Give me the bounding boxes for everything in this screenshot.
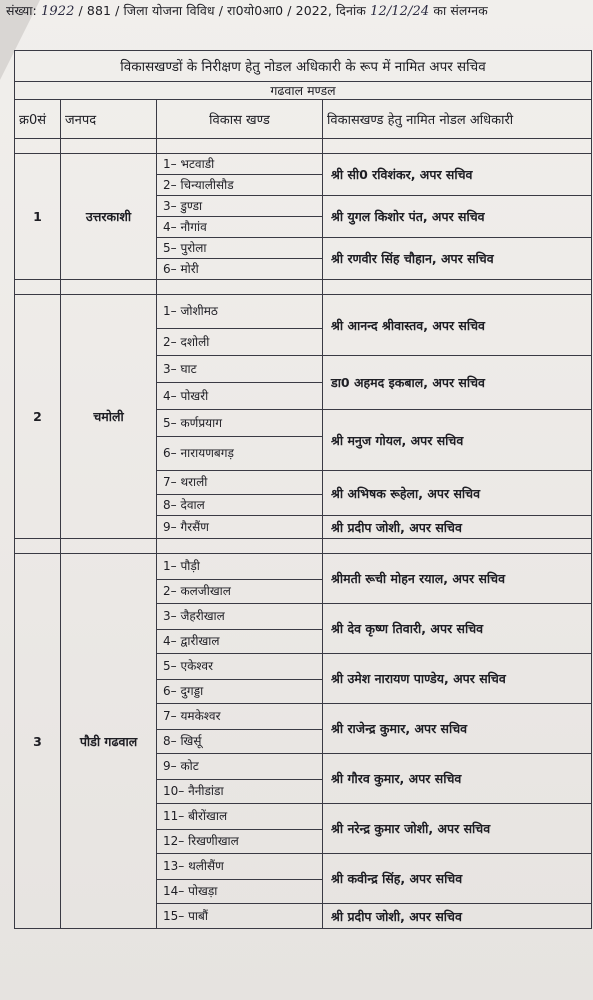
officer-cell: श्री गौरव कुमार, अपर सचिव — [323, 754, 592, 804]
header-serial: क्र0सं — [15, 100, 61, 139]
officer-cell: श्री प्रदीप जोशी, अपर सचिव — [323, 904, 592, 929]
block-cell: 2– कलजीखाल — [157, 580, 323, 604]
block-cell: 3– जैहरीखाल — [157, 604, 323, 630]
officer-cell: श्री युगल किशोर पंत, अपर सचिव — [323, 196, 592, 238]
table-subtitle: गढवाल मण्डल — [15, 82, 592, 100]
officer-cell: श्री सी0 रविशंकर, अपर सचिव — [323, 154, 592, 196]
block-cell: 6– दुगड्डा — [157, 680, 323, 704]
officer-cell: डा0 अहमद इकबाल, अपर सचिव — [323, 356, 592, 410]
block-cell: 2– दशोली — [157, 329, 323, 356]
officer-cell: श्री देव कृष्ण तिवारी, अपर सचिव — [323, 604, 592, 654]
block-cell: 8– खिर्सू — [157, 730, 323, 754]
officer-cell: श्री मनुज गोयल, अपर सचिव — [323, 410, 592, 471]
serial-cell: 3 — [15, 554, 61, 929]
block-cell: 8– देवाल — [157, 495, 323, 516]
reference-line — [6, 2, 591, 19]
officer-cell: श्री उमेश नारायण पाण्डेय, अपर सचिव — [323, 654, 592, 704]
serial-cell: 2 — [15, 295, 61, 539]
block-cell: 6– मोरी — [157, 259, 323, 280]
block-cell: 12– रिखणीखाल — [157, 830, 323, 854]
officer-cell: श्री आनन्द श्रीवास्तव, अपर सचिव — [323, 295, 592, 356]
nodal-officer-table — [14, 50, 592, 929]
serial-cell: 1 — [15, 154, 61, 280]
handwritten-number: 1922 — [40, 4, 75, 19]
block-cell: 1– पौड़ी — [157, 554, 323, 580]
officer-cell: श्री अभिषक रूहेला, अपर सचिव — [323, 471, 592, 516]
table-title: विकासखण्डों के निरीक्षण हेतु नोडल अधिकारी के रूप में नामित अपर सचिव — [15, 51, 592, 82]
header-district: जनपद — [61, 100, 157, 139]
block-cell: 1– जोशीमठ — [157, 295, 323, 329]
table-row — [15, 295, 592, 329]
officer-cell: श्री राजेन्द्र कुमार, अपर सचिव — [323, 704, 592, 754]
block-cell: 4– नौगांव — [157, 217, 323, 238]
block-cell: 7– यमकेश्वर — [157, 704, 323, 730]
officer-cell: श्री प्रदीप जोशी, अपर सचिव — [323, 516, 592, 539]
table-row — [15, 154, 592, 175]
district-cell: उत्तरकाशी — [61, 154, 157, 280]
handwritten-date: 12/12/24 — [370, 4, 430, 19]
officer-cell: श्री रणवीर सिंह चौहान, अपर सचिव — [323, 238, 592, 280]
block-cell: 5– पुरोला — [157, 238, 323, 259]
officer-cell: श्री नरेन्द्र कुमार जोशी, अपर सचिव — [323, 804, 592, 854]
table-row — [15, 554, 592, 580]
block-cell: 10– नैनीडांडा — [157, 780, 323, 804]
officer-cell: श्री कवीन्द्र सिंह, अपर सचिव — [323, 854, 592, 904]
block-cell: 5– कर्णप्रयाग — [157, 410, 323, 437]
reference-prefix: संख्या: — [6, 3, 37, 18]
reference-suffix: का संलग्नक — [433, 3, 488, 18]
block-cell: 2– चिन्यालीसौड — [157, 175, 323, 196]
officer-cell: श्रीमती रूची मोहन रयाल, अपर सचिव — [323, 554, 592, 604]
header-block: विकास खण्ड — [157, 100, 323, 139]
block-cell: 15– पाबौं — [157, 904, 323, 929]
block-cell: 3– घाट — [157, 356, 323, 383]
header-officer: विकासखण्ड हेतु नामित नोडल अधिकारी — [323, 100, 592, 139]
reference-mid: / 881 / जिला योजना विविध / रा0यो0आ0 / 2022, दिनांक — [78, 3, 366, 18]
district-cell: पौडी गढवाल — [61, 554, 157, 929]
block-cell: 4– द्वारीखाल — [157, 630, 323, 654]
block-cell: 9– कोट — [157, 754, 323, 780]
block-cell: 4– पोखरी — [157, 383, 323, 410]
block-cell: 7– थराली — [157, 471, 323, 495]
block-cell: 14– पोखड़ा — [157, 880, 323, 904]
block-cell: 1– भटवाडी — [157, 154, 323, 175]
block-cell: 3– डुण्डा — [157, 196, 323, 217]
block-cell: 13– थलीसैंण — [157, 854, 323, 880]
district-cell: चमोली — [61, 295, 157, 539]
block-cell: 6– नारायणबगड़ — [157, 437, 323, 471]
block-cell: 11– बीरोंखाल — [157, 804, 323, 830]
block-cell: 5– एकेश्वर — [157, 654, 323, 680]
block-cell: 9– गैरसैंण — [157, 516, 323, 539]
